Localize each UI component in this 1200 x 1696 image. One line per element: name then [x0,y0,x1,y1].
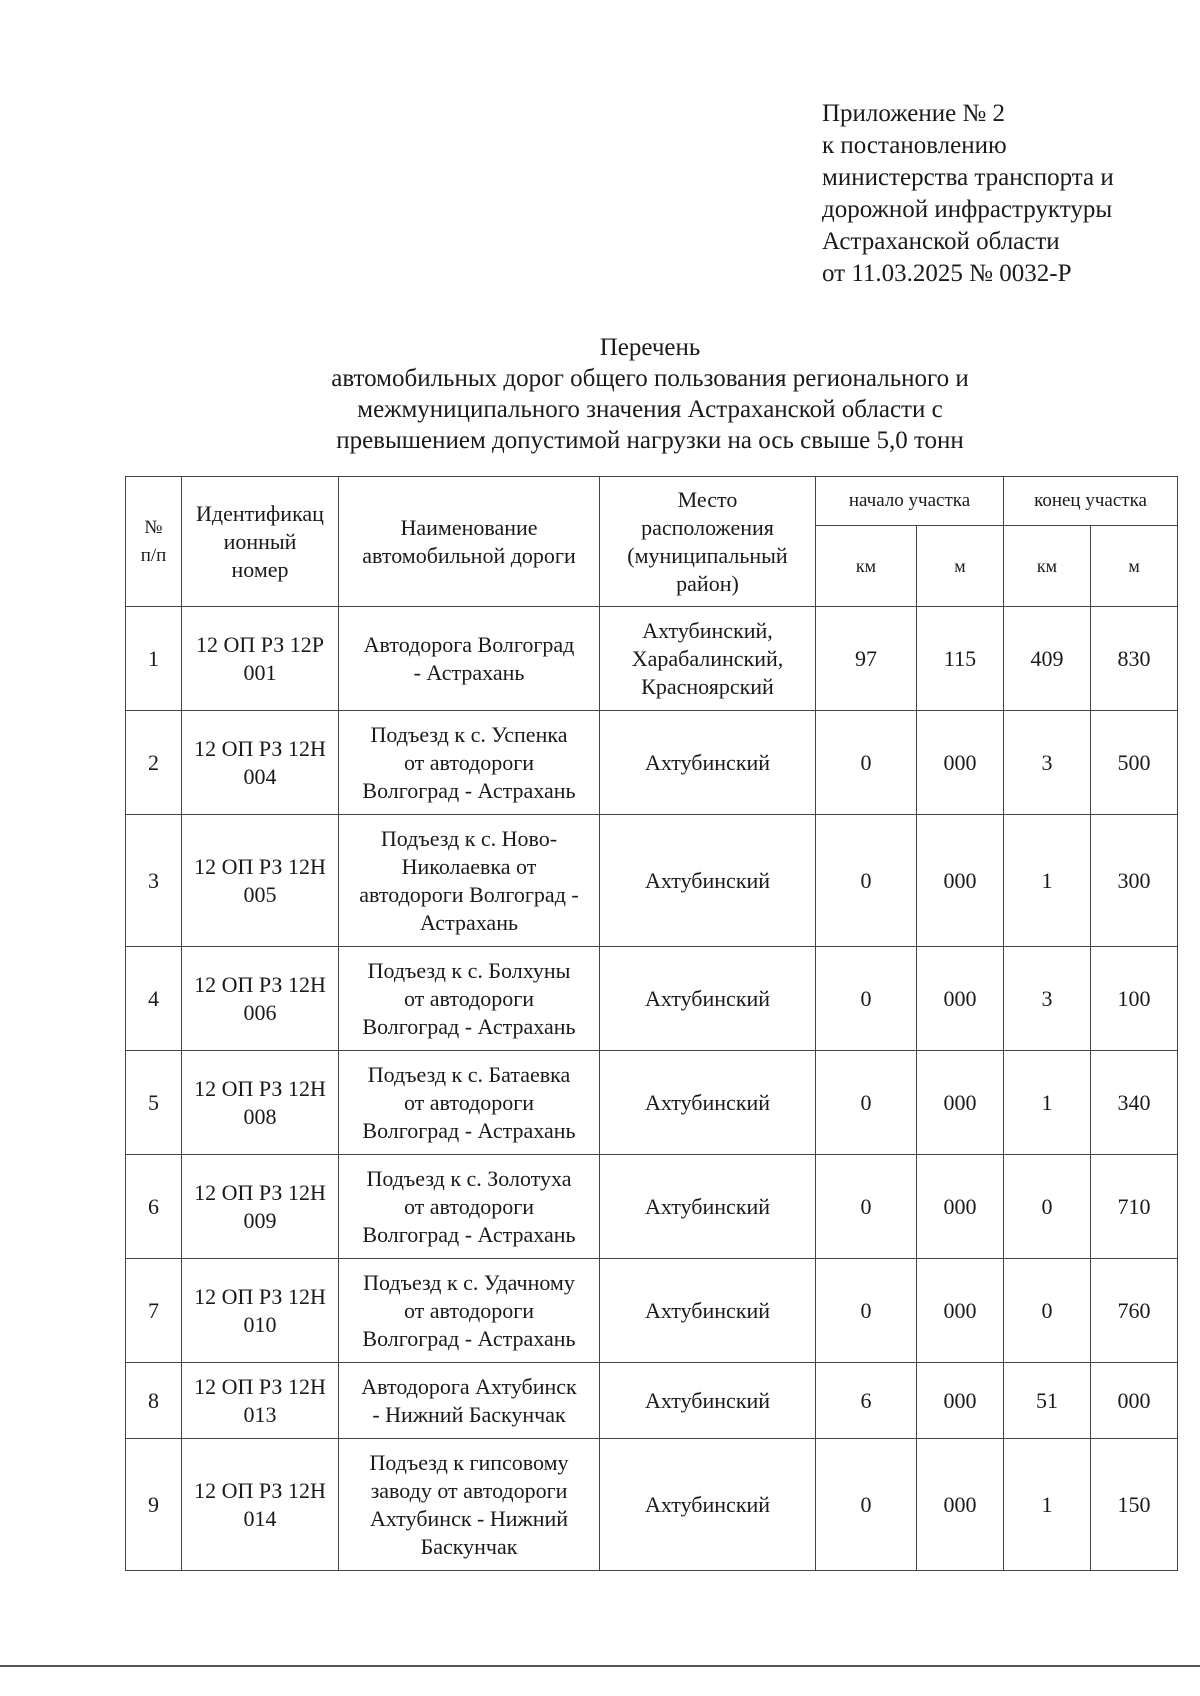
cell-location: Ахтубинский, Харабалинский, Красноярский [600,607,816,711]
cell-id: 12 ОП РЗ 12Н 005 [182,815,339,947]
cell-start-m: 000 [917,947,1004,1051]
cell-start-km: 0 [816,1259,917,1363]
table-row [126,1259,1178,1363]
cell-end-km: 0 [1004,1259,1091,1363]
roads-table [125,476,1178,1571]
cell-road-name: Подъезд к с. Ново- Николаевка от автодороги Волгоград - Астрахань [339,815,600,947]
table-row [126,607,1178,711]
cell-end-m: 830 [1091,607,1178,711]
table-row [126,1363,1178,1439]
cell-end-km: 1 [1004,1439,1091,1571]
cell-end-km: 0 [1004,1155,1091,1259]
table-row [126,1155,1178,1259]
header-start-m: м [917,526,1004,607]
header-end-m: м [1091,526,1178,607]
table-row [126,947,1178,1051]
title-line: Перечень [599,334,701,361]
appendix-line: к постановлению [822,132,1007,159]
cell-location: Ахтубинский [600,815,816,947]
header-id: Идентификац ионный номер [182,477,339,607]
cell-end-km: 409 [1004,607,1091,711]
cell-end-m: 340 [1091,1051,1178,1155]
cell-end-m: 100 [1091,947,1178,1051]
cell-id: 12 ОП РЗ 12Н 004 [182,711,339,815]
cell-num: 1 [126,607,182,711]
cell-location: Ахтубинский [600,1439,816,1571]
cell-end-m: 150 [1091,1439,1178,1571]
cell-end-m: 760 [1091,1259,1178,1363]
cell-end-km: 1 [1004,815,1091,947]
cell-start-m: 000 [917,1439,1004,1571]
cell-end-km: 1 [1004,1051,1091,1155]
cell-road-name: Подъезд к с. Батаевка от автодороги Волгоград - Астрахань [339,1051,600,1155]
cell-start-km: 0 [816,711,917,815]
cell-road-name: Подъезд к с. Успенка от автодороги Волгоград - Астрахань [339,711,600,815]
cell-start-m: 000 [917,815,1004,947]
cell-start-km: 0 [816,1439,917,1571]
table-row [126,1051,1178,1155]
cell-location: Ахтубинский [600,711,816,815]
cell-id: 12 ОП РЗ 12Н 010 [182,1259,339,1363]
cell-id: 12 ОП РЗ 12Н 008 [182,1051,339,1155]
header-section-start: начало участка [816,477,1004,526]
cell-start-km: 97 [816,607,917,711]
cell-id: 12 ОП РЗ 12Р 001 [182,607,339,711]
cell-location: Ахтубинский [600,1259,816,1363]
cell-start-m: 000 [917,1363,1004,1439]
cell-location: Ахтубинский [600,1051,816,1155]
cell-id: 12 ОП РЗ 12Н 014 [182,1439,339,1571]
cell-start-m: 000 [917,1155,1004,1259]
title-line: превышением допустимой нагрузки на ось свыше 5,0 тонн [336,427,964,454]
cell-location: Ахтубинский [600,1155,816,1259]
cell-num: 6 [126,1155,182,1259]
header-end-km: км [1004,526,1091,607]
header-section-end: конец участка [1004,477,1178,526]
cell-end-m: 710 [1091,1155,1178,1259]
cell-num: 5 [126,1051,182,1155]
cell-end-m: 000 [1091,1363,1178,1439]
cell-location: Ахтубинский [600,947,816,1051]
cell-num: 9 [126,1439,182,1571]
cell-end-m: 300 [1091,815,1178,947]
cell-road-name: Подъезд к с. Болхуны от автодороги Волгоград - Астрахань [339,947,600,1051]
cell-end-m: 500 [1091,711,1178,815]
cell-end-km: 3 [1004,711,1091,815]
header-start-km: км [816,526,917,607]
cell-num: 8 [126,1363,182,1439]
appendix-line: от 11.03.2025 № 0032-Р [822,260,1072,287]
title-line: автомобильных дорог общего пользования регионального и [331,365,969,392]
cell-start-m: 115 [917,607,1004,711]
cell-road-name: Подъезд к с. Золотуха от автодороги Волгоград - Астрахань [339,1155,600,1259]
cell-num: 2 [126,711,182,815]
cell-end-km: 51 [1004,1363,1091,1439]
table-body [126,607,1178,1571]
cell-start-km: 0 [816,1051,917,1155]
cell-id: 12 ОП РЗ 12Н 013 [182,1363,339,1439]
cell-start-km: 0 [816,815,917,947]
appendix-line: Приложение № 2 [822,100,1006,127]
table-header [126,477,1178,607]
cell-location: Ахтубинский [600,1363,816,1439]
appendix-line: Астраханской области [822,228,1060,255]
cell-num: 3 [126,815,182,947]
cell-start-m: 000 [917,1259,1004,1363]
appendix-block [822,98,1114,290]
header-location: Место расположения (муниципальный район) [600,477,816,607]
document-title [240,332,1060,456]
cell-num: 7 [126,1259,182,1363]
cell-road-name: Подъезд к с. Удачному от автодороги Волгоград - Астрахань [339,1259,600,1363]
page-bottom-rule [0,1665,1200,1667]
table-row [126,1439,1178,1571]
title-line: межмуниципального значения Астраханской области с [357,396,943,423]
cell-start-km: 0 [816,1155,917,1259]
appendix-line: министерства транспорта и [822,164,1114,191]
cell-start-km: 0 [816,947,917,1051]
cell-id: 12 ОП РЗ 12Н 006 [182,947,339,1051]
cell-start-m: 000 [917,1051,1004,1155]
cell-start-m: 000 [917,711,1004,815]
header-name: Наименование автомобильной дороги [339,477,600,607]
cell-num: 4 [126,947,182,1051]
cell-road-name: Автодорога Волгоград - Астрахань [339,607,600,711]
cell-id: 12 ОП РЗ 12Н 009 [182,1155,339,1259]
cell-road-name: Автодорога Ахтубинск - Нижний Баскунчак [339,1363,600,1439]
cell-start-km: 6 [816,1363,917,1439]
appendix-line: дорожной инфраструктуры [822,196,1113,223]
cell-end-km: 3 [1004,947,1091,1051]
table-row [126,711,1178,815]
table-row [126,815,1178,947]
cell-road-name: Подъезд к гипсовому заводу от автодороги Ахтубинск - Нижний Баскунчак [339,1439,600,1571]
header-num: № п/п [126,477,182,607]
